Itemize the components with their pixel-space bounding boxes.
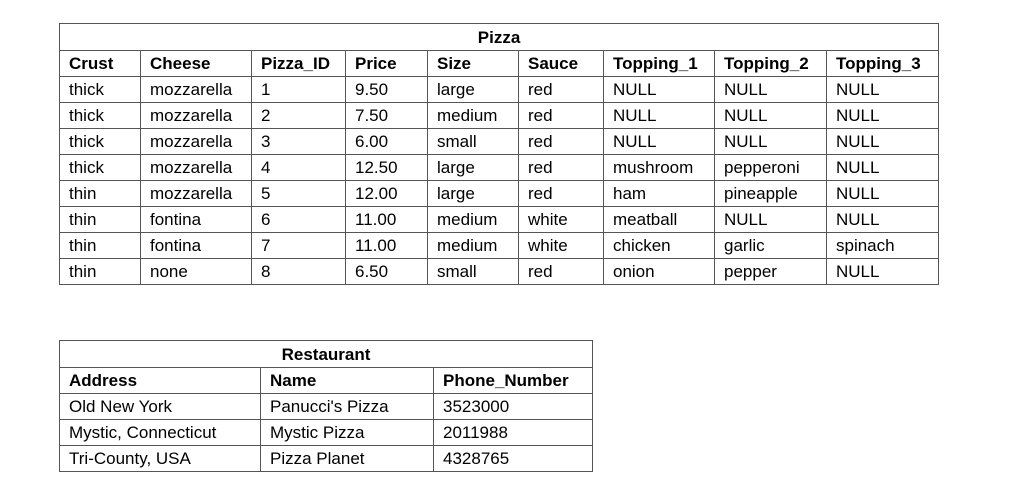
restaurant-table-title: Restaurant [60, 341, 593, 368]
table-cell: NULL [827, 103, 939, 129]
table-cell: mozzarella [141, 155, 252, 181]
restaurant-caption-row [60, 341, 593, 368]
table-cell: Pizza Planet [261, 446, 434, 472]
table-cell: 7.50 [346, 103, 428, 129]
table-cell: Mystic Pizza [261, 420, 434, 446]
table-cell: thick [60, 103, 141, 129]
pizza-header-row [60, 51, 939, 77]
table-row [60, 420, 593, 446]
column-header: Sauce [519, 51, 604, 77]
column-header: Topping_1 [604, 51, 715, 77]
column-header: Name [261, 368, 434, 394]
table-cell: 8 [252, 259, 346, 285]
table-cell: garlic [715, 233, 827, 259]
restaurant-header-row [60, 368, 593, 394]
table-cell: Mystic, Connecticut [60, 420, 261, 446]
table-cell: thin [60, 233, 141, 259]
table-cell: NULL [715, 129, 827, 155]
table-row [60, 155, 939, 181]
table-cell: thick [60, 155, 141, 181]
table-cell: 2011988 [434, 420, 593, 446]
table-cell: 11.00 [346, 233, 428, 259]
table-cell: pepper [715, 259, 827, 285]
table-cell: medium [428, 207, 519, 233]
table-cell: mozzarella [141, 181, 252, 207]
table-cell: 12.50 [346, 155, 428, 181]
table-cell: thin [60, 207, 141, 233]
table-cell: NULL [715, 77, 827, 103]
table-cell: 4328765 [434, 446, 593, 472]
table-cell: red [519, 129, 604, 155]
table-row [60, 103, 939, 129]
table-row [60, 77, 939, 103]
table-cell: red [519, 77, 604, 103]
table-cell: small [428, 259, 519, 285]
table-cell: NULL [827, 155, 939, 181]
table-cell: thick [60, 129, 141, 155]
table-cell: white [519, 207, 604, 233]
column-header: Pizza_ID [252, 51, 346, 77]
table-cell: NULL [827, 77, 939, 103]
column-header: Topping_3 [827, 51, 939, 77]
table-cell: white [519, 233, 604, 259]
table-cell: mozzarella [141, 129, 252, 155]
table-cell: 12.00 [346, 181, 428, 207]
table-cell: large [428, 181, 519, 207]
table-cell: 1 [252, 77, 346, 103]
table-cell: NULL [604, 103, 715, 129]
table-cell: red [519, 181, 604, 207]
table-cell: 9.50 [346, 77, 428, 103]
table-cell: fontina [141, 233, 252, 259]
table-cell: 11.00 [346, 207, 428, 233]
pizza-table-title: Pizza [60, 24, 939, 51]
column-header: Crust [60, 51, 141, 77]
table-cell: large [428, 155, 519, 181]
table-cell: 7 [252, 233, 346, 259]
column-header: Price [346, 51, 428, 77]
table-cell: chicken [604, 233, 715, 259]
table-cell: mozzarella [141, 103, 252, 129]
column-header: Phone_Number [434, 368, 593, 394]
table-cell: 6.50 [346, 259, 428, 285]
table-cell: meatball [604, 207, 715, 233]
table-cell: 6.00 [346, 129, 428, 155]
table-row [60, 129, 939, 155]
table-cell: NULL [604, 77, 715, 103]
table-cell: NULL [604, 129, 715, 155]
table-cell: 2 [252, 103, 346, 129]
table-row [60, 394, 593, 420]
table-cell: small [428, 129, 519, 155]
table-cell: large [428, 77, 519, 103]
table-cell: onion [604, 259, 715, 285]
table-cell: spinach [827, 233, 939, 259]
pizza-caption-row [60, 24, 939, 51]
table-cell: thick [60, 77, 141, 103]
column-header: Topping_2 [715, 51, 827, 77]
column-header: Size [428, 51, 519, 77]
table-row [60, 181, 939, 207]
restaurant-table [59, 340, 593, 472]
table-cell: pineapple [715, 181, 827, 207]
table-cell: medium [428, 103, 519, 129]
table-cell: mozzarella [141, 77, 252, 103]
table-cell: none [141, 259, 252, 285]
table-cell: fontina [141, 207, 252, 233]
table-cell: red [519, 155, 604, 181]
table-cell: thin [60, 181, 141, 207]
table-cell: red [519, 103, 604, 129]
table-cell: 6 [252, 207, 346, 233]
column-header: Cheese [141, 51, 252, 77]
table-cell: medium [428, 233, 519, 259]
pizza-table [59, 23, 939, 285]
table-cell: Old New York [60, 394, 261, 420]
table-cell: NULL [827, 129, 939, 155]
table-cell: Panucci's Pizza [261, 394, 434, 420]
table-cell: 5 [252, 181, 346, 207]
column-header: Address [60, 368, 261, 394]
table-cell: Tri-County, USA [60, 446, 261, 472]
table-cell: mushroom [604, 155, 715, 181]
table-row [60, 259, 939, 285]
table-cell: NULL [827, 259, 939, 285]
table-cell: ham [604, 181, 715, 207]
table-cell: thin [60, 259, 141, 285]
table-cell: 3 [252, 129, 346, 155]
table-cell: NULL [715, 207, 827, 233]
table-row [60, 446, 593, 472]
table-row [60, 207, 939, 233]
table-cell: NULL [827, 181, 939, 207]
table-cell: pepperoni [715, 155, 827, 181]
table-cell: red [519, 259, 604, 285]
table-cell: 4 [252, 155, 346, 181]
table-cell: NULL [827, 207, 939, 233]
table-cell: NULL [715, 103, 827, 129]
table-row [60, 233, 939, 259]
table-cell: 3523000 [434, 394, 593, 420]
